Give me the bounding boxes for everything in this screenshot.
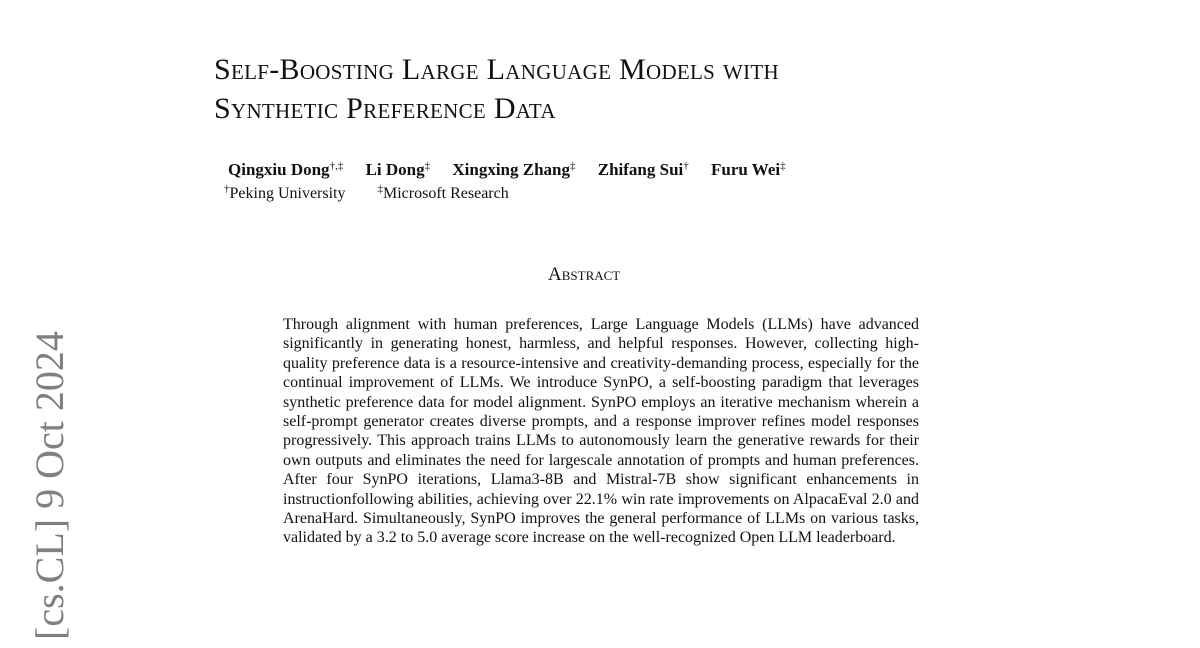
title-line-1: Self-Boosting Large Language Models with [214,53,779,86]
author-list [228,160,804,180]
author [598,160,689,179]
affiliation-mark: † [683,160,689,172]
affiliation-mark: ‡ [424,160,431,172]
author [228,160,343,179]
author-name: Li Dong [365,160,425,179]
author-name: Qingxiu Dong [228,160,330,179]
affiliation-mark: †,‡ [329,160,344,172]
affiliation-list [224,185,537,203]
affiliation-mark: ‡ [570,160,576,172]
abstract-text: Through alignment with human preferences, Large Language Models (LLMs) have advanced significantly in generating honest, harmless, and helpful responses. However, collecting high-quality preference data is a resource-intensive and creativity-demanding process, especially for the continual improvement of LLMs. We introduce SynPO, a self-boosting paradigm that leverages synthetic preference data for model alignment. SynPO employs an iterative mechanism wherein a self-prompt generator creates diverse prompts, and a response improver refines model responses progressively. This approach trains LLMs to autonomously learn the generative rewards for their own outputs and eliminates the need for largescale annotation of prompts and human preferences. After four SynPO iterations, Llama3-8B and Mistral-7B show significant enhancements in instructionfollowing abilities, achieving over 22.1% win rate improvements on AlpacaEval 2.0 and ArenaHard. Simultaneously, SynPO improves the general performance of LLMs on various tasks, validated by a 3.2 to 5.0 average score increase on the well-recognized Open LLM leaderboard. [283,316,919,547]
author-name: Furu Wei [711,160,781,179]
author-name: Xingxing Zhang [452,160,570,179]
affiliation-mark: ‡ [377,183,383,195]
title-line-2: Synthetic Preference Data [214,92,556,125]
author [452,160,575,179]
affiliation-mark: † [224,183,230,195]
author [711,160,786,179]
affiliation-name: Microsoft Research [383,185,509,202]
arxiv-identifier-stamp: [cs.CL] 9 Oct 2024 [27,331,72,640]
author [366,160,431,179]
affiliation-name: Peking University [229,185,346,202]
author-name: Zhifang Sui [597,160,684,179]
paper-title [214,50,1014,128]
abstract-heading: Abstract [548,264,621,285]
affiliation [378,185,509,202]
affiliation [224,185,346,202]
affiliation-mark: ‡ [780,160,786,172]
